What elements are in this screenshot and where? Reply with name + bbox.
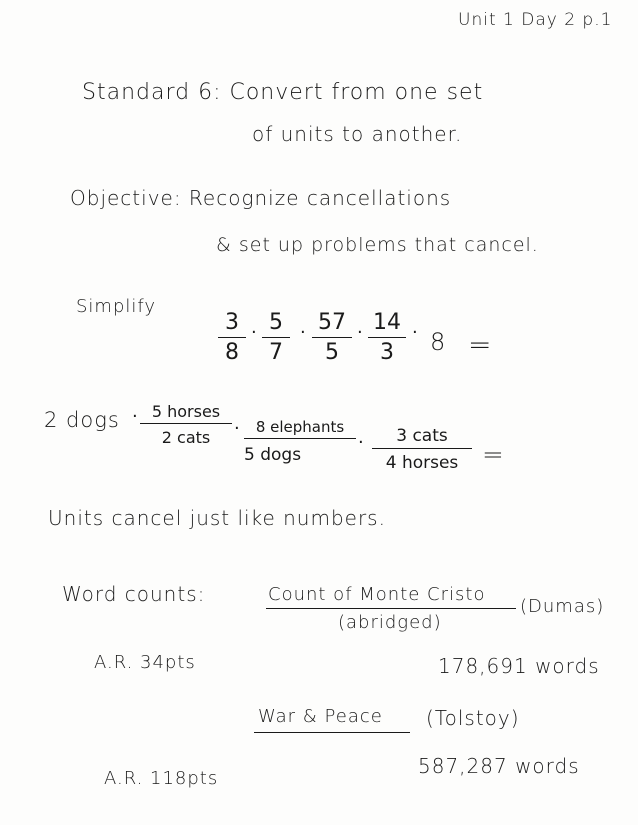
fraction-bar — [312, 337, 352, 338]
simplify-fraction-4 — [368, 310, 406, 365]
units-lead: 2 dogs — [44, 408, 120, 432]
simplify-denominator: 5 — [325, 340, 339, 365]
simplify-equals: = — [468, 328, 493, 361]
simplify-denominator: 7 — [269, 340, 283, 365]
objective-line-1: Objective: Recognize cancellations — [70, 186, 452, 210]
book-1-subtitle: (abridged) — [338, 612, 442, 633]
units-cancel-note: Units cancel just like numbers. — [48, 506, 386, 530]
book-1-word-count: 178,691 words — [438, 654, 600, 678]
fraction-bar — [218, 337, 246, 338]
simplify-label: Simplify — [76, 296, 157, 317]
units-numerator: 5 horses — [151, 402, 221, 421]
multiply-dot: · — [234, 418, 240, 439]
multiply-dot: · — [412, 322, 418, 343]
multiply-dot: · — [357, 322, 363, 343]
simplify-numerator: 5 — [269, 310, 283, 335]
units-denominator: 5 dogs — [244, 445, 302, 465]
simplify-denominator: 8 — [225, 340, 239, 365]
multiply-dot: · — [358, 432, 364, 453]
simplify-fraction-1 — [218, 310, 246, 365]
multiply-dot: · — [132, 406, 138, 427]
book-2-ar-points: A.R. 118pts — [104, 768, 219, 789]
standard-line-1: Standard 6: Convert from one set — [82, 80, 484, 105]
simplify-numerator: 14 — [373, 310, 401, 335]
multiply-dot: · — [251, 322, 257, 343]
units-fraction-2 — [244, 418, 356, 465]
book-2-word-count: 587,287 words — [418, 754, 580, 778]
simplify-numerator: 3 — [225, 310, 239, 335]
page-header: Unit 1 Day 2 p.1 — [458, 10, 613, 30]
book-2-title-underline — [254, 732, 410, 733]
fraction-bar — [262, 337, 290, 338]
units-fraction-1 — [140, 402, 232, 447]
book-2-author: (Tolstoy) — [426, 706, 520, 730]
simplify-fraction-3 — [312, 310, 352, 365]
units-numerator: 8 elephants — [255, 418, 345, 436]
fraction-bar — [244, 438, 356, 439]
units-fraction-3 — [372, 426, 472, 473]
units-denominator: 4 horses — [385, 453, 459, 473]
book-2-title: War & Peace — [258, 706, 383, 727]
fraction-bar — [372, 448, 472, 449]
units-numerator: 3 cats — [396, 426, 448, 446]
book-1-title-underline — [266, 608, 516, 609]
simplify-numerator: 57 — [318, 310, 346, 335]
fraction-bar — [140, 423, 232, 424]
simplify-denominator: 3 — [380, 340, 394, 365]
book-1-author: (Dumas) — [520, 596, 605, 617]
units-equals: = — [482, 440, 505, 470]
fraction-bar — [368, 337, 406, 338]
simplify-fraction-2 — [262, 310, 290, 365]
simplify-last-number: 8 — [430, 328, 446, 356]
multiply-dot: · — [300, 322, 306, 343]
units-denominator: 2 cats — [161, 428, 211, 447]
book-1-ar-points: A.R. 34pts — [94, 652, 196, 673]
word-counts-label: Word counts: — [62, 582, 206, 606]
standard-line-2: of units to another. — [252, 122, 463, 146]
book-1-title: Count of Monte Cristo — [268, 584, 486, 605]
objective-line-2: & set up problems that cancel. — [216, 234, 539, 256]
